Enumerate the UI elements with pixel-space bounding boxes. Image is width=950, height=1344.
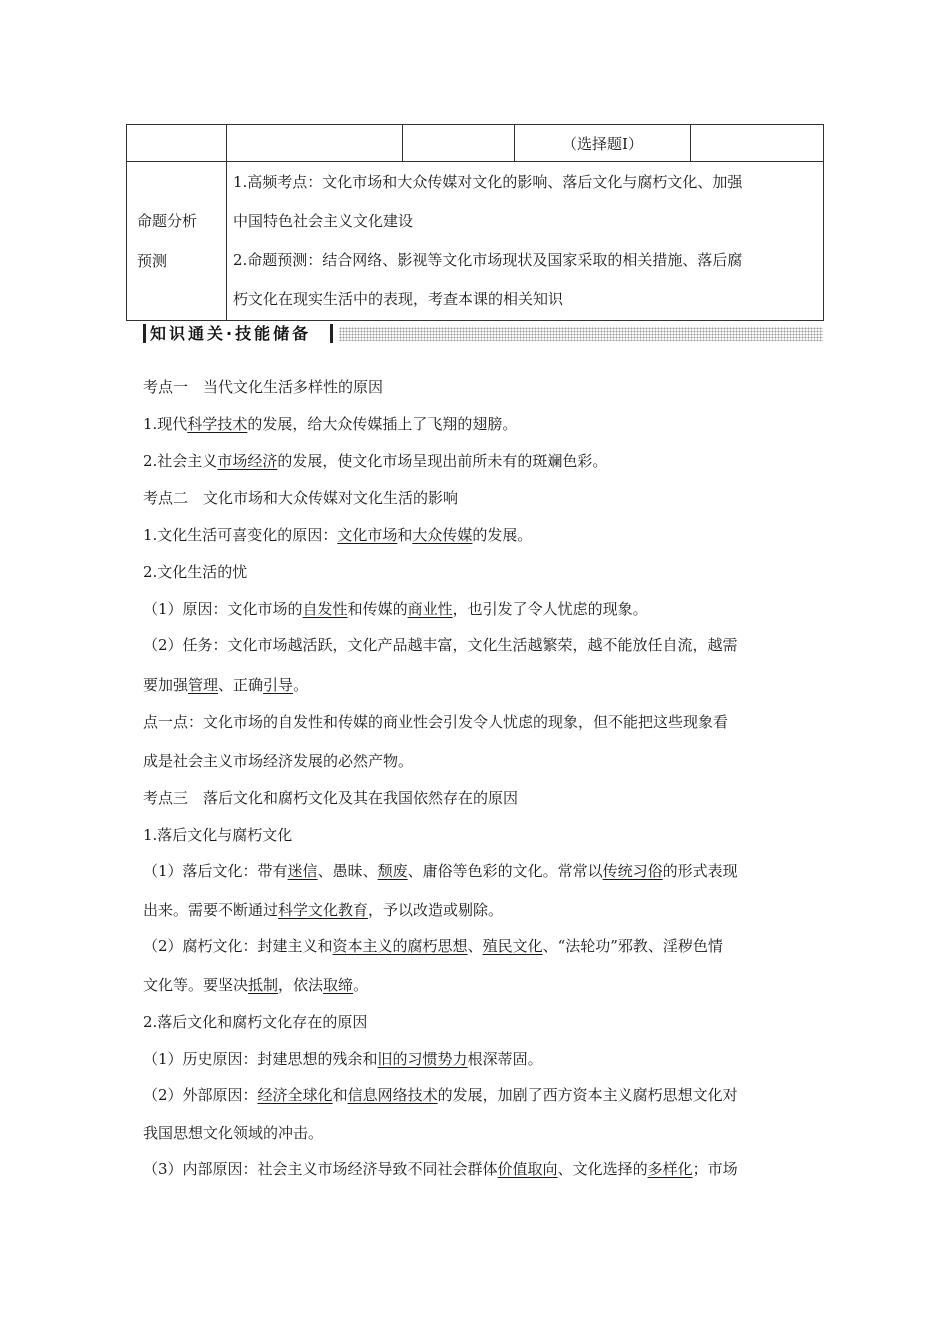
- text-line: [143, 860, 738, 881]
- text-line: [143, 524, 532, 545]
- row-label-line: 预测: [137, 252, 168, 270]
- underlined-term: 自发性: [302, 600, 348, 618]
- text-segment: ，也引发了令人忧虑的现象。: [452, 600, 648, 618]
- table-cell: （选择题Ⅰ）: [515, 125, 691, 162]
- underlined-term: 传统习俗: [602, 862, 663, 880]
- text-line: [143, 598, 648, 619]
- text-segment: 和传媒的: [347, 600, 408, 618]
- table-cell: [227, 125, 403, 162]
- text-segment: 。: [353, 976, 369, 994]
- text-line: [143, 935, 723, 956]
- text-line: [143, 450, 607, 471]
- text-segment: 点一点：文化市场的自发性和传媒的商业性会引发令人忧虑的现象，但不能把这些现象看: [143, 713, 729, 731]
- text-segment: 的发展，使文化市场呈现出前所未有的斑斓色彩。: [277, 452, 608, 470]
- text-segment: 考点三 落后文化和腐朽文化及其在我国依然存在的原因: [143, 789, 519, 807]
- underlined-term: 大众传媒: [412, 526, 473, 544]
- text-segment: 要加强: [143, 676, 189, 694]
- underlined-term: 科学文化教育: [278, 901, 369, 919]
- underlined-term: 迷信: [287, 862, 318, 880]
- text-segment: ，依法: [278, 976, 324, 994]
- text-segment: 考点二 文化市场和大众传媒对文化生活的影响: [143, 489, 459, 507]
- row-label-line: 命题分析: [137, 212, 198, 230]
- table-cell: [127, 125, 227, 162]
- content-line: 2.命题预测：结合网络、影视等文化市场现状及国家采取的相关措施、落后腐: [233, 251, 743, 269]
- text-segment: ，予以改造或剔除。: [368, 901, 504, 919]
- text-segment: ；市场: [692, 1160, 738, 1178]
- text-segment: （2）任务：文化市场越活跃，文化产品越丰富，文化生活越繁荣，越不能放任自流，越需: [143, 636, 738, 654]
- text-segment: 2.文化生活的忧: [143, 563, 248, 581]
- text-segment: （3）内部原因：社会主义市场经济导致不同社会群体: [143, 1160, 498, 1178]
- exam-analysis-table: [126, 124, 824, 321]
- underlined-term: 资本主义的腐朽思想: [332, 937, 468, 955]
- text-line: [143, 824, 292, 845]
- text-segment: 的形式表现: [662, 862, 738, 880]
- underlined-term: 取缔: [323, 976, 354, 994]
- text-segment: 、庸俗等色彩的文化。常常以: [407, 862, 603, 880]
- table-row: [127, 125, 824, 162]
- text-segment: 考点一 当代文化生活多样性的原因: [143, 378, 384, 396]
- text-segment: 的发展，加剧了西方资本主义腐朽思想文化对: [437, 1086, 738, 1104]
- text-segment: 、愚昧、: [317, 862, 378, 880]
- underlined-term: 引导: [263, 676, 294, 694]
- underlined-term: 多样化: [647, 1160, 693, 1178]
- text-segment: 、正确: [218, 676, 264, 694]
- text-line: [143, 674, 308, 695]
- text-segment: 、文化选择的: [557, 1160, 648, 1178]
- text-line: [143, 487, 458, 508]
- text-segment: （2）外部原因：: [143, 1086, 258, 1104]
- text-segment: 我国思想文化领域的冲击。: [143, 1124, 324, 1142]
- banner-dot-pattern: [339, 327, 823, 341]
- text-segment: 的发展，给大众传媒插上了飞翔的翅膀。: [247, 415, 518, 433]
- text-segment: 根深蒂固。: [467, 1050, 543, 1068]
- table-cell: [691, 125, 824, 162]
- text-line: [143, 1122, 323, 1143]
- underlined-term: 经济全球化: [257, 1086, 333, 1104]
- text-line: [143, 750, 413, 771]
- text-segment: 成是社会主义市场经济发展的必然产物。: [143, 752, 414, 770]
- underlined-term: 文化市场: [337, 526, 398, 544]
- text-line: [143, 787, 518, 808]
- text-segment: 2.落后文化和腐朽文化存在的原因: [143, 1013, 368, 1031]
- table-cell: [403, 125, 515, 162]
- text-line: [143, 1011, 367, 1032]
- text-segment: （1）落后文化：带有: [143, 862, 288, 880]
- underlined-term: 旧的习惯势力: [377, 1050, 468, 1068]
- text-line: [143, 561, 247, 582]
- text-segment: 文化等。要坚决: [143, 976, 249, 994]
- text-line: [143, 899, 503, 920]
- content-line: 1.高频考点：文化市场和大众传媒对文化的影响、落后文化与腐朽文化、加强: [233, 173, 743, 191]
- text-segment: 。: [293, 676, 309, 694]
- text-segment: 的发展。: [472, 526, 533, 544]
- banner-title: 知识通关·技能储备: [150, 324, 312, 343]
- underlined-term: 价值取向: [497, 1160, 558, 1178]
- text-segment: 和: [332, 1086, 348, 1104]
- text-line: [143, 1048, 543, 1069]
- underlined-term: 管理: [188, 676, 219, 694]
- row-content: [227, 162, 824, 321]
- text-segment: （1）历史原因：封建思想的残余和: [143, 1050, 378, 1068]
- underlined-term: 殖民文化: [482, 937, 543, 955]
- table-row: [127, 162, 824, 321]
- text-segment: 2.社会主义: [143, 452, 218, 470]
- text-line: [143, 634, 738, 655]
- text-segment: （1）原因：文化市场的: [143, 600, 303, 618]
- text-line: [143, 413, 517, 434]
- row-label: [127, 162, 227, 321]
- text-segment: 、“法轮功”邪教、淫秽色情: [542, 937, 723, 955]
- underlined-term: 信息网络技术: [347, 1086, 438, 1104]
- underlined-term: 市场经济: [217, 452, 278, 470]
- text-segment: 1.落后文化与腐朽文化: [143, 826, 293, 844]
- banner-bar-right: [330, 324, 333, 343]
- underlined-term: 商业性: [407, 600, 453, 618]
- text-line: [143, 376, 383, 397]
- underlined-term: 颓废: [377, 862, 408, 880]
- text-line: [143, 711, 728, 732]
- text-line: [143, 1158, 738, 1179]
- underlined-term: 抵制: [248, 976, 279, 994]
- text-segment: （2）腐朽文化：封建主义和: [143, 937, 333, 955]
- text-line: [143, 974, 368, 995]
- content-line: 中国特色社会主义文化建设: [233, 212, 414, 230]
- text-segment: 出来。需要不断通过: [143, 901, 279, 919]
- underlined-term: 科学技术: [187, 415, 248, 433]
- banner-bar-left: [143, 324, 146, 343]
- text-line: [143, 1084, 738, 1105]
- content-line: 朽文化在现实生活中的表现，考查本课的相关知识: [233, 290, 564, 308]
- section-banner: [143, 323, 823, 345]
- text-segment: 、: [467, 937, 483, 955]
- text-segment: 1.文化生活可喜变化的原因：: [143, 526, 338, 544]
- text-segment: 和: [397, 526, 413, 544]
- text-segment: 1.现代: [143, 415, 188, 433]
